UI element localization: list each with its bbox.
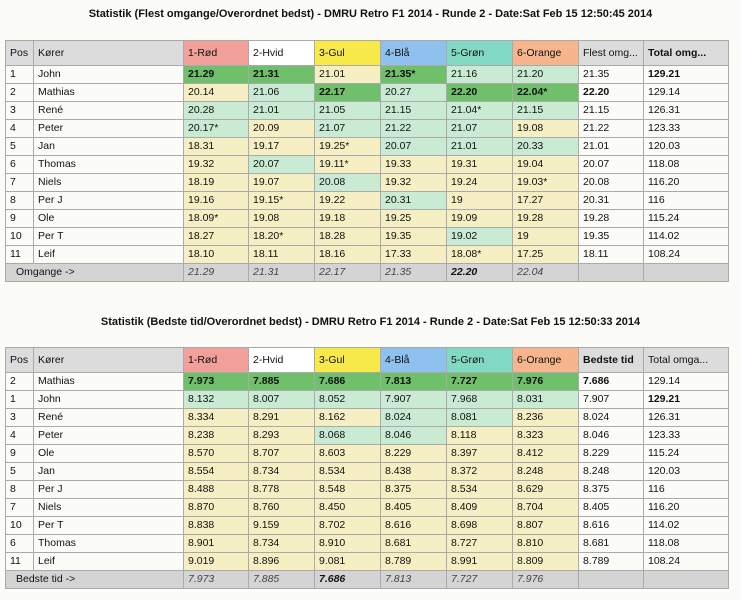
row-total-value: 108.24 [644, 553, 729, 571]
col-header-driver[interactable]: Kører [34, 348, 184, 373]
cell-lane-1-red: 7.973 [184, 373, 249, 391]
row-pos: 7 [6, 174, 34, 192]
cell-lane-5-green: 19 [447, 192, 513, 210]
cell-lane-6-orange: 22.04* [513, 84, 579, 102]
col-header-driver[interactable]: Kører [34, 41, 184, 66]
cell-lane-6-orange: 21.15 [513, 102, 579, 120]
cell-lane-1-red: 8.334 [184, 409, 249, 427]
cell-lane-5-green: 21.04* [447, 102, 513, 120]
cell-lane-6-orange: 8.810 [513, 535, 579, 553]
row-total-value: 115.24 [644, 210, 729, 228]
col-header-lane-4-blue[interactable]: 4-Blå [381, 41, 447, 66]
col-header-best-time[interactable]: Bedste tid [579, 348, 644, 373]
laps-statistics-table [5, 40, 729, 282]
footer-lane-5-value: 7.727 [447, 571, 513, 589]
row-total-value: 126.31 [644, 409, 729, 427]
row-best-value: 21.15 [579, 102, 644, 120]
row-pos: 10 [6, 517, 34, 535]
row-total-value: 116 [644, 481, 729, 499]
cell-lane-5-green: 18.08* [447, 246, 513, 264]
cell-lane-3-yellow: 8.052 [315, 391, 381, 409]
cell-lane-2-white: 19.07 [249, 174, 315, 192]
cell-lane-5-green: 7.968 [447, 391, 513, 409]
cell-lane-4-blue: 21.22 [381, 120, 447, 138]
cell-lane-5-green: 19.02 [447, 228, 513, 246]
row-driver-name: Leif [34, 246, 184, 264]
cell-lane-6-orange: 8.412 [513, 445, 579, 463]
best-time-statistics-table [5, 347, 729, 589]
cell-lane-1-red: 8.570 [184, 445, 249, 463]
cell-lane-1-red: 8.238 [184, 427, 249, 445]
table-row[interactable] [6, 102, 729, 120]
row-best-value: 8.681 [579, 535, 644, 553]
row-driver-name: Per J [34, 192, 184, 210]
row-driver-name: Ole [34, 210, 184, 228]
footer-lane-1-value: 21.29 [184, 264, 249, 282]
row-pos: 6 [6, 535, 34, 553]
row-driver-name: Ole [34, 445, 184, 463]
row-best-value: 20.31 [579, 192, 644, 210]
cell-lane-5-green: 8.118 [447, 427, 513, 445]
row-driver-name: Peter [34, 120, 184, 138]
row-pos: 11 [6, 553, 34, 571]
row-total-value: 118.08 [644, 535, 729, 553]
col-header-most-laps[interactable]: Flest omg... [579, 41, 644, 66]
col-header-lane-5-green[interactable]: 5-Grøn [447, 41, 513, 66]
table-row[interactable] [6, 174, 729, 192]
row-total-value: 126.31 [644, 102, 729, 120]
cell-lane-4-blue: 17.33 [381, 246, 447, 264]
footer-lane-6-value: 22.04 [513, 264, 579, 282]
cell-lane-5-green: 19.09 [447, 210, 513, 228]
col-header-pos[interactable]: Pos [6, 348, 34, 373]
table-row[interactable] [6, 246, 729, 264]
cell-lane-6-orange: 8.248 [513, 463, 579, 481]
footer-lane-4-value: 7.813 [381, 571, 447, 589]
cell-lane-1-red: 8.488 [184, 481, 249, 499]
cell-lane-4-blue: 8.405 [381, 499, 447, 517]
cell-lane-2-white: 18.11 [249, 246, 315, 264]
cell-lane-2-white: 21.06 [249, 84, 315, 102]
cell-lane-5-green: 8.081 [447, 409, 513, 427]
row-best-value: 21.01 [579, 138, 644, 156]
cell-lane-1-red: 18.27 [184, 228, 249, 246]
row-best-value: 7.907 [579, 391, 644, 409]
row-total-value: 115.24 [644, 445, 729, 463]
row-driver-name: Mathias [34, 373, 184, 391]
row-pos: 8 [6, 192, 34, 210]
row-total-value: 118.08 [644, 156, 729, 174]
row-pos: 5 [6, 463, 34, 481]
table-row[interactable] [6, 192, 729, 210]
footer-lane-2-value: 21.31 [249, 264, 315, 282]
table2-title: Statistik (Bedste tid/Overordnet bedst) - DMRU Retro F1 2014 - Runde 2 - Date:Sat Feb 15 12:50:33 2014 [100, 316, 641, 328]
cell-lane-3-yellow: 22.17 [315, 84, 381, 102]
row-best-value: 7.686 [579, 373, 644, 391]
row-best-value: 19.35 [579, 228, 644, 246]
row-driver-name: John [34, 391, 184, 409]
cell-lane-2-white: 8.896 [249, 553, 315, 571]
cell-lane-3-yellow: 18.28 [315, 228, 381, 246]
cell-lane-1-red: 9.019 [184, 553, 249, 571]
table-row[interactable] [6, 499, 729, 517]
col-header-lane-1-red[interactable]: 1-Rød [184, 348, 249, 373]
table-row[interactable] [6, 463, 729, 481]
footer-lane-5-value: 22.20 [447, 264, 513, 282]
row-driver-name: Jan [34, 138, 184, 156]
row-total-value: 120.03 [644, 463, 729, 481]
row-pos: 10 [6, 228, 34, 246]
cell-lane-3-yellow: 19.25* [315, 138, 381, 156]
footer-empty-cell [579, 571, 644, 589]
row-driver-name: René [34, 102, 184, 120]
cell-lane-6-orange: 17.27 [513, 192, 579, 210]
cell-lane-1-red: 18.09* [184, 210, 249, 228]
cell-lane-2-white: 7.885 [249, 373, 315, 391]
cell-lane-6-orange: 7.976 [513, 373, 579, 391]
col-header-lane-1-red[interactable]: 1-Rød [184, 41, 249, 66]
row-best-value: 21.35 [579, 66, 644, 84]
row-best-value: 20.08 [579, 174, 644, 192]
table-row[interactable] [6, 445, 729, 463]
row-total-value: 108.24 [644, 246, 729, 264]
cell-lane-1-red: 20.17* [184, 120, 249, 138]
cell-lane-2-white: 8.291 [249, 409, 315, 427]
cell-lane-5-green: 21.01 [447, 138, 513, 156]
col-header-lane-3-yellow[interactable]: 3-Gul [315, 41, 381, 66]
cell-lane-5-green: 22.20 [447, 84, 513, 102]
cell-lane-6-orange: 20.33 [513, 138, 579, 156]
cell-lane-2-white: 8.778 [249, 481, 315, 499]
footer-lane-2-value: 7.885 [249, 571, 315, 589]
row-total-value: 129.21 [644, 66, 729, 84]
cell-lane-2-white: 8.293 [249, 427, 315, 445]
cell-lane-4-blue: 8.616 [381, 517, 447, 535]
cell-lane-4-blue: 19.25 [381, 210, 447, 228]
cell-lane-1-red: 18.19 [184, 174, 249, 192]
table-row[interactable] [6, 210, 729, 228]
col-header-lane-4-blue[interactable]: 4-Blå [381, 348, 447, 373]
cell-lane-4-blue: 8.046 [381, 427, 447, 445]
table-row[interactable] [6, 156, 729, 174]
footer-lane-6-value: 7.976 [513, 571, 579, 589]
row-pos: 2 [6, 84, 34, 102]
footer-lane-3-value: 7.686 [315, 571, 381, 589]
footer-lane-4-value: 21.35 [381, 264, 447, 282]
table-header-row [6, 348, 729, 373]
cell-lane-1-red: 20.14 [184, 84, 249, 102]
cell-lane-3-yellow: 8.068 [315, 427, 381, 445]
table-row[interactable] [6, 427, 729, 445]
footer-empty-cell [579, 264, 644, 282]
cell-lane-3-yellow: 8.534 [315, 463, 381, 481]
cell-lane-3-yellow: 20.08 [315, 174, 381, 192]
cell-lane-1-red: 20.28 [184, 102, 249, 120]
row-best-value: 8.229 [579, 445, 644, 463]
row-total-value: 129.14 [644, 373, 729, 391]
row-pos: 11 [6, 246, 34, 264]
table-row[interactable] [6, 120, 729, 138]
cell-lane-2-white: 18.20* [249, 228, 315, 246]
cell-lane-3-yellow: 8.162 [315, 409, 381, 427]
table-row[interactable] [6, 373, 729, 391]
cell-lane-2-white: 8.734 [249, 463, 315, 481]
cell-lane-2-white: 21.01 [249, 102, 315, 120]
row-pos: 3 [6, 102, 34, 120]
col-header-lane-2-white[interactable]: 2-Hvid [249, 41, 315, 66]
cell-lane-3-yellow: 21.05 [315, 102, 381, 120]
row-driver-name: Jan [34, 463, 184, 481]
cell-lane-5-green: 8.534 [447, 481, 513, 499]
cell-lane-3-yellow: 9.081 [315, 553, 381, 571]
row-best-value: 8.616 [579, 517, 644, 535]
table-row[interactable] [6, 481, 729, 499]
row-best-value: 8.024 [579, 409, 644, 427]
cell-lane-3-yellow: 8.910 [315, 535, 381, 553]
table-row[interactable] [6, 66, 729, 84]
cell-lane-1-red: 18.10 [184, 246, 249, 264]
col-header-lane-6-orange[interactable]: 6-Orange [513, 348, 579, 373]
cell-lane-6-orange: 17.25 [513, 246, 579, 264]
cell-lane-3-yellow: 21.07 [315, 120, 381, 138]
row-best-value: 22.20 [579, 84, 644, 102]
table-row[interactable] [6, 409, 729, 427]
row-best-value: 18.11 [579, 246, 644, 264]
row-pos: 8 [6, 481, 34, 499]
cell-lane-6-orange: 19.03* [513, 174, 579, 192]
col-header-total-laps[interactable]: Total omg... [644, 41, 729, 66]
col-header-lane-3-yellow[interactable]: 3-Gul [315, 348, 381, 373]
col-header-lane-2-white[interactable]: 2-Hvid [249, 348, 315, 373]
cell-lane-6-orange: 8.629 [513, 481, 579, 499]
cell-lane-6-orange: 19.28 [513, 210, 579, 228]
row-driver-name: René [34, 409, 184, 427]
cell-lane-5-green: 21.16 [447, 66, 513, 84]
row-total-value: 129.21 [644, 391, 729, 409]
table-row[interactable] [6, 84, 729, 102]
row-best-value: 8.789 [579, 553, 644, 571]
row-total-value: 114.02 [644, 228, 729, 246]
row-driver-name: Niels [34, 174, 184, 192]
cell-lane-6-orange: 8.809 [513, 553, 579, 571]
table-row[interactable] [6, 228, 729, 246]
row-best-value: 20.07 [579, 156, 644, 174]
cell-lane-5-green: 8.409 [447, 499, 513, 517]
row-total-value: 116.20 [644, 499, 729, 517]
cell-lane-5-green: 8.991 [447, 553, 513, 571]
row-driver-name: Leif [34, 553, 184, 571]
row-driver-name: Mathias [34, 84, 184, 102]
row-pos: 7 [6, 499, 34, 517]
cell-lane-2-white: 19.15* [249, 192, 315, 210]
row-pos: 4 [6, 427, 34, 445]
cell-lane-4-blue: 21.35* [381, 66, 447, 84]
footer-lane-3-value: 22.17 [315, 264, 381, 282]
cell-lane-4-blue: 8.024 [381, 409, 447, 427]
cell-lane-2-white: 8.760 [249, 499, 315, 517]
cell-lane-4-blue: 20.31 [381, 192, 447, 210]
cell-lane-6-orange: 19.04 [513, 156, 579, 174]
row-pos: 2 [6, 373, 34, 391]
row-best-value: 8.405 [579, 499, 644, 517]
cell-lane-2-white: 20.07 [249, 156, 315, 174]
cell-lane-4-blue: 20.27 [381, 84, 447, 102]
cell-lane-6-orange: 8.704 [513, 499, 579, 517]
cell-lane-4-blue: 19.32 [381, 174, 447, 192]
cell-lane-2-white: 8.007 [249, 391, 315, 409]
row-driver-name: Niels [34, 499, 184, 517]
row-driver-name: John [34, 66, 184, 84]
table-header-row [6, 41, 729, 66]
cell-lane-2-white: 8.707 [249, 445, 315, 463]
row-best-value: 21.22 [579, 120, 644, 138]
cell-lane-1-red: 8.838 [184, 517, 249, 535]
cell-lane-6-orange: 8.323 [513, 427, 579, 445]
row-pos: 9 [6, 210, 34, 228]
footer-lane-1-value: 7.973 [184, 571, 249, 589]
cell-lane-1-red: 8.901 [184, 535, 249, 553]
row-pos: 9 [6, 445, 34, 463]
cell-lane-5-green: 8.727 [447, 535, 513, 553]
cell-lane-1-red: 8.870 [184, 499, 249, 517]
cell-lane-5-green: 8.397 [447, 445, 513, 463]
cell-lane-1-red: 8.132 [184, 391, 249, 409]
row-total-value: 114.02 [644, 517, 729, 535]
row-best-value: 8.248 [579, 463, 644, 481]
table-footer-row [6, 264, 729, 282]
row-driver-name: Per J [34, 481, 184, 499]
cell-lane-4-blue: 20.07 [381, 138, 447, 156]
cell-lane-6-orange: 19.08 [513, 120, 579, 138]
cell-lane-2-white: 9.159 [249, 517, 315, 535]
cell-lane-2-white: 19.08 [249, 210, 315, 228]
col-header-total-laps[interactable]: Total omga... [644, 348, 729, 373]
col-header-lane-6-orange[interactable]: 6-Orange [513, 41, 579, 66]
cell-lane-6-orange: 8.031 [513, 391, 579, 409]
cell-lane-4-blue: 19.33 [381, 156, 447, 174]
cell-lane-6-orange: 19 [513, 228, 579, 246]
row-total-value: 116 [644, 192, 729, 210]
table-row[interactable] [6, 517, 729, 535]
cell-lane-3-yellow: 8.548 [315, 481, 381, 499]
cell-lane-1-red: 18.31 [184, 138, 249, 156]
cell-lane-6-orange: 21.20 [513, 66, 579, 84]
row-best-value: 8.375 [579, 481, 644, 499]
col-header-pos[interactable]: Pos [6, 41, 34, 66]
cell-lane-5-green: 19.24 [447, 174, 513, 192]
cell-lane-4-blue: 8.438 [381, 463, 447, 481]
cell-lane-4-blue: 8.681 [381, 535, 447, 553]
cell-lane-3-yellow: 19.18 [315, 210, 381, 228]
row-total-value: 129.14 [644, 84, 729, 102]
cell-lane-3-yellow: 7.686 [315, 373, 381, 391]
row-total-value: 116.20 [644, 174, 729, 192]
cell-lane-5-green: 8.372 [447, 463, 513, 481]
cell-lane-4-blue: 8.229 [381, 445, 447, 463]
cell-lane-5-green: 8.698 [447, 517, 513, 535]
cell-lane-3-yellow: 8.702 [315, 517, 381, 535]
cell-lane-1-red: 8.554 [184, 463, 249, 481]
row-best-value: 19.28 [579, 210, 644, 228]
cell-lane-5-green: 7.727 [447, 373, 513, 391]
table-row[interactable] [6, 535, 729, 553]
cell-lane-3-yellow: 19.22 [315, 192, 381, 210]
cell-lane-4-blue: 21.15 [381, 102, 447, 120]
cell-lane-1-red: 21.29 [184, 66, 249, 84]
table-row[interactable] [6, 138, 729, 156]
row-driver-name: Per T [34, 228, 184, 246]
row-pos: 1 [6, 391, 34, 409]
row-total-value: 123.33 [644, 427, 729, 445]
row-driver-name: Per T [34, 517, 184, 535]
row-pos: 4 [6, 120, 34, 138]
cell-lane-5-green: 21.07 [447, 120, 513, 138]
cell-lane-3-yellow: 8.450 [315, 499, 381, 517]
cell-lane-5-green: 19.31 [447, 156, 513, 174]
cell-lane-4-blue: 8.375 [381, 481, 447, 499]
cell-lane-3-yellow: 21.01 [315, 66, 381, 84]
cell-lane-6-orange: 8.807 [513, 517, 579, 535]
row-total-value: 123.33 [644, 120, 729, 138]
footer-label: Omgange -> [6, 264, 184, 282]
row-pos: 3 [6, 409, 34, 427]
row-driver-name: Peter [34, 427, 184, 445]
row-driver-name: Thomas [34, 535, 184, 553]
footer-empty-cell [644, 571, 729, 589]
row-best-value: 8.046 [579, 427, 644, 445]
cell-lane-3-yellow: 8.603 [315, 445, 381, 463]
cell-lane-4-blue: 19.35 [381, 228, 447, 246]
row-pos: 6 [6, 156, 34, 174]
cell-lane-6-orange: 8.236 [513, 409, 579, 427]
cell-lane-4-blue: 8.789 [381, 553, 447, 571]
footer-label: Bedste tid -> [6, 571, 184, 589]
table-row[interactable] [6, 391, 729, 409]
row-pos: 1 [6, 66, 34, 84]
table-row[interactable] [6, 553, 729, 571]
cell-lane-3-yellow: 19.11* [315, 156, 381, 174]
cell-lane-3-yellow: 18.16 [315, 246, 381, 264]
col-header-lane-5-green[interactable]: 5-Grøn [447, 348, 513, 373]
cell-lane-2-white: 20.09 [249, 120, 315, 138]
row-driver-name: Thomas [34, 156, 184, 174]
cell-lane-2-white: 8.734 [249, 535, 315, 553]
row-total-value: 120.03 [644, 138, 729, 156]
cell-lane-2-white: 21.31 [249, 66, 315, 84]
footer-empty-cell [644, 264, 729, 282]
cell-lane-4-blue: 7.813 [381, 373, 447, 391]
cell-lane-2-white: 19.17 [249, 138, 315, 156]
row-pos: 5 [6, 138, 34, 156]
cell-lane-4-blue: 7.907 [381, 391, 447, 409]
table-footer-row [6, 571, 729, 589]
cell-lane-1-red: 19.32 [184, 156, 249, 174]
cell-lane-1-red: 19.16 [184, 192, 249, 210]
table1-title: Statistik (Flest omgange/Overordnet bedst) - DMRU Retro F1 2014 - Runde 2 - Date:Sat Feb 15 12:50:45 2014 [88, 8, 653, 20]
